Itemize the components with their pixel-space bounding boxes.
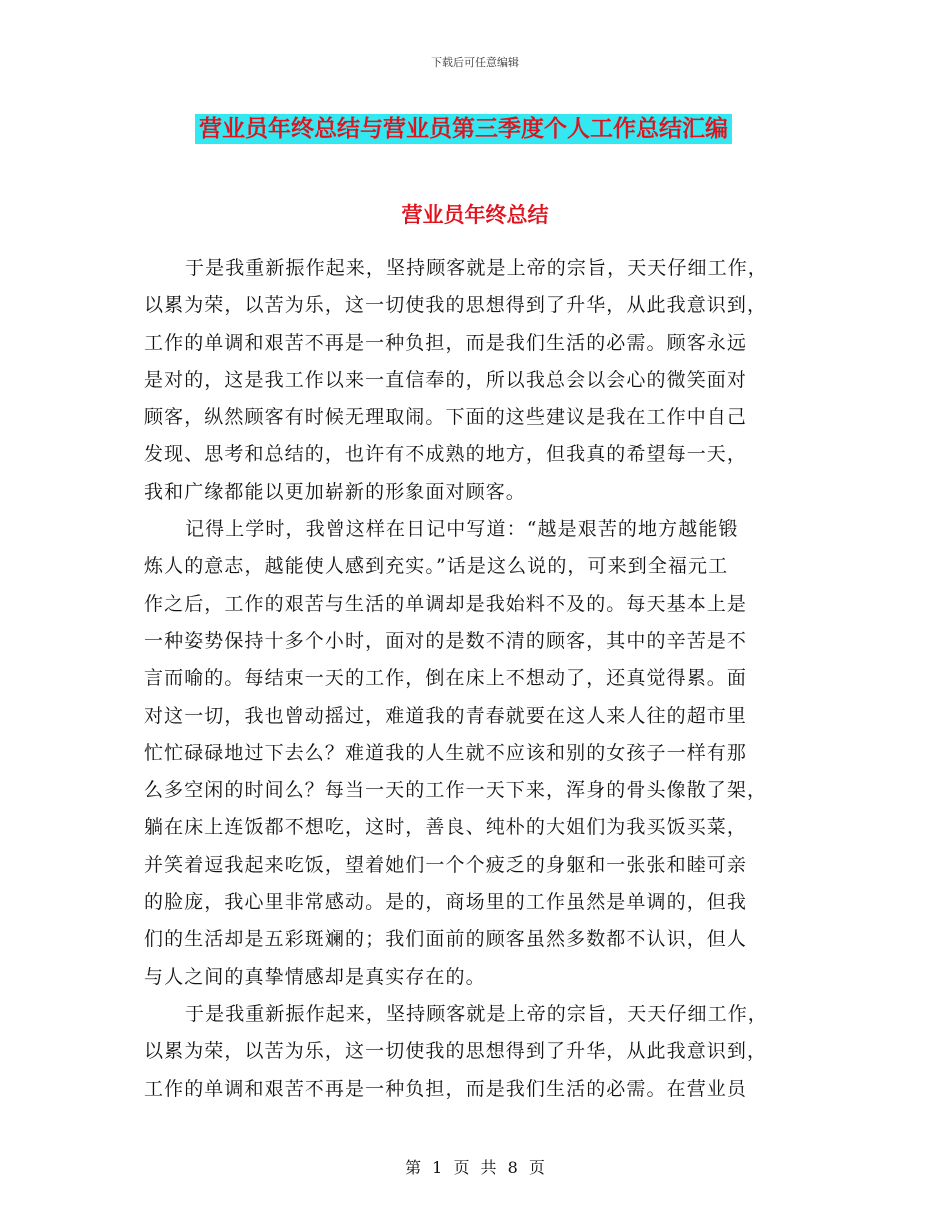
text-line: 的脸庞，我心里非常感动。是的，商场里的工作虽然是单调的，但我 [144,891,748,914]
header-note: 下载后可任意编辑 [431,56,519,69]
text-line: 我和广缘都能以更加崭新的形象面对顾客。 [144,480,526,503]
text-line: 工作的单调和艰苦不再是一种负担，而是我们生活的必需。在营业员 [144,1077,748,1100]
text-line: 于是我重新振作起来，坚持顾客就是上帝的宗旨，天天仔细工作， [185,1002,768,1025]
paragraph-2 [144,511,809,996]
text-line: 忙忙碌碌地过下去么？难道我的人生就不应该和别的女孩子一样有那 [144,741,748,764]
page-number-footer: 第 1 页 共 8 页 [405,1158,545,1177]
text-line: 们的生活却是五彩斑斓的；我们面前的顾客虽然多数都不认识，但人 [144,928,748,951]
text-line: 并笑着逗我起来吃饭，望着她们一个个疲乏的身躯和一张张和睦可亲 [144,853,748,876]
text-line: 于是我重新振作起来，坚持顾客就是上帝的宗旨，天天仔细工作， [185,257,768,279]
text-line: 作之后，工作的艰苦与生活的单调却是我始料不及的。每天基本上是 [144,592,748,615]
document-body [144,250,809,1108]
text-line: 对这一切，我也曾动摇过，难道我的青春就要在这人来人往的超市里 [144,704,748,727]
section-title: 营业员年终总结 [401,202,549,227]
text-line: 一种姿势保持十多个小时，面对的是数不清的顾客，其中的辛苦是不 [144,629,748,652]
text-line: 炼人的意志，越能使人感到充实。”话是这么说的，可来到全福元工 [144,555,729,578]
text-line: 以累为荣，以苦为乐，这一切使我的思想得到了升华，从此我意识到， [144,294,768,317]
text-line: 顾客，纵然顾客有时候无理取闹。下面的这些建议是我在工作中自己 [144,406,748,429]
text-line: 记得上学时，我曾这样在日记中写道：“越是艰苦的地方越能锻 [185,518,739,541]
text-line: 工作的单调和艰苦不再是一种负担，而是我们生活的必需。顾客永远 [144,331,748,354]
paragraph-1 [144,250,809,511]
text-line: 与人之间的真挚情感却是真实存在的。 [144,965,486,988]
text-line: 是对的，这是我工作以来一直信奉的，所以我总会以会心的微笑面对 [144,368,748,391]
text-line: 么多空闲的时间么？每当一天的工作一天下来，浑身的骨头像散了架， [144,779,768,802]
text-line: 言而喻的。每结束一天的工作，倒在床上不想动了，还真觉得累。面 [144,667,748,690]
text-line: 发现、思考和总结的，也许有不成熟的地方，但我真的希望每一天， [144,443,748,466]
document-title: 营业员年终总结与营业员第三季度个人工作总结汇编 [195,114,732,144]
paragraph-3 [144,996,809,1108]
text-line: 以累为荣，以苦为乐，这一切使我的思想得到了升华，从此我意识到， [144,1040,768,1063]
text-line: 躺在床上连饭都不想吃，这时，善良、纯朴的大姐们为我买饭买菜， [144,816,748,839]
